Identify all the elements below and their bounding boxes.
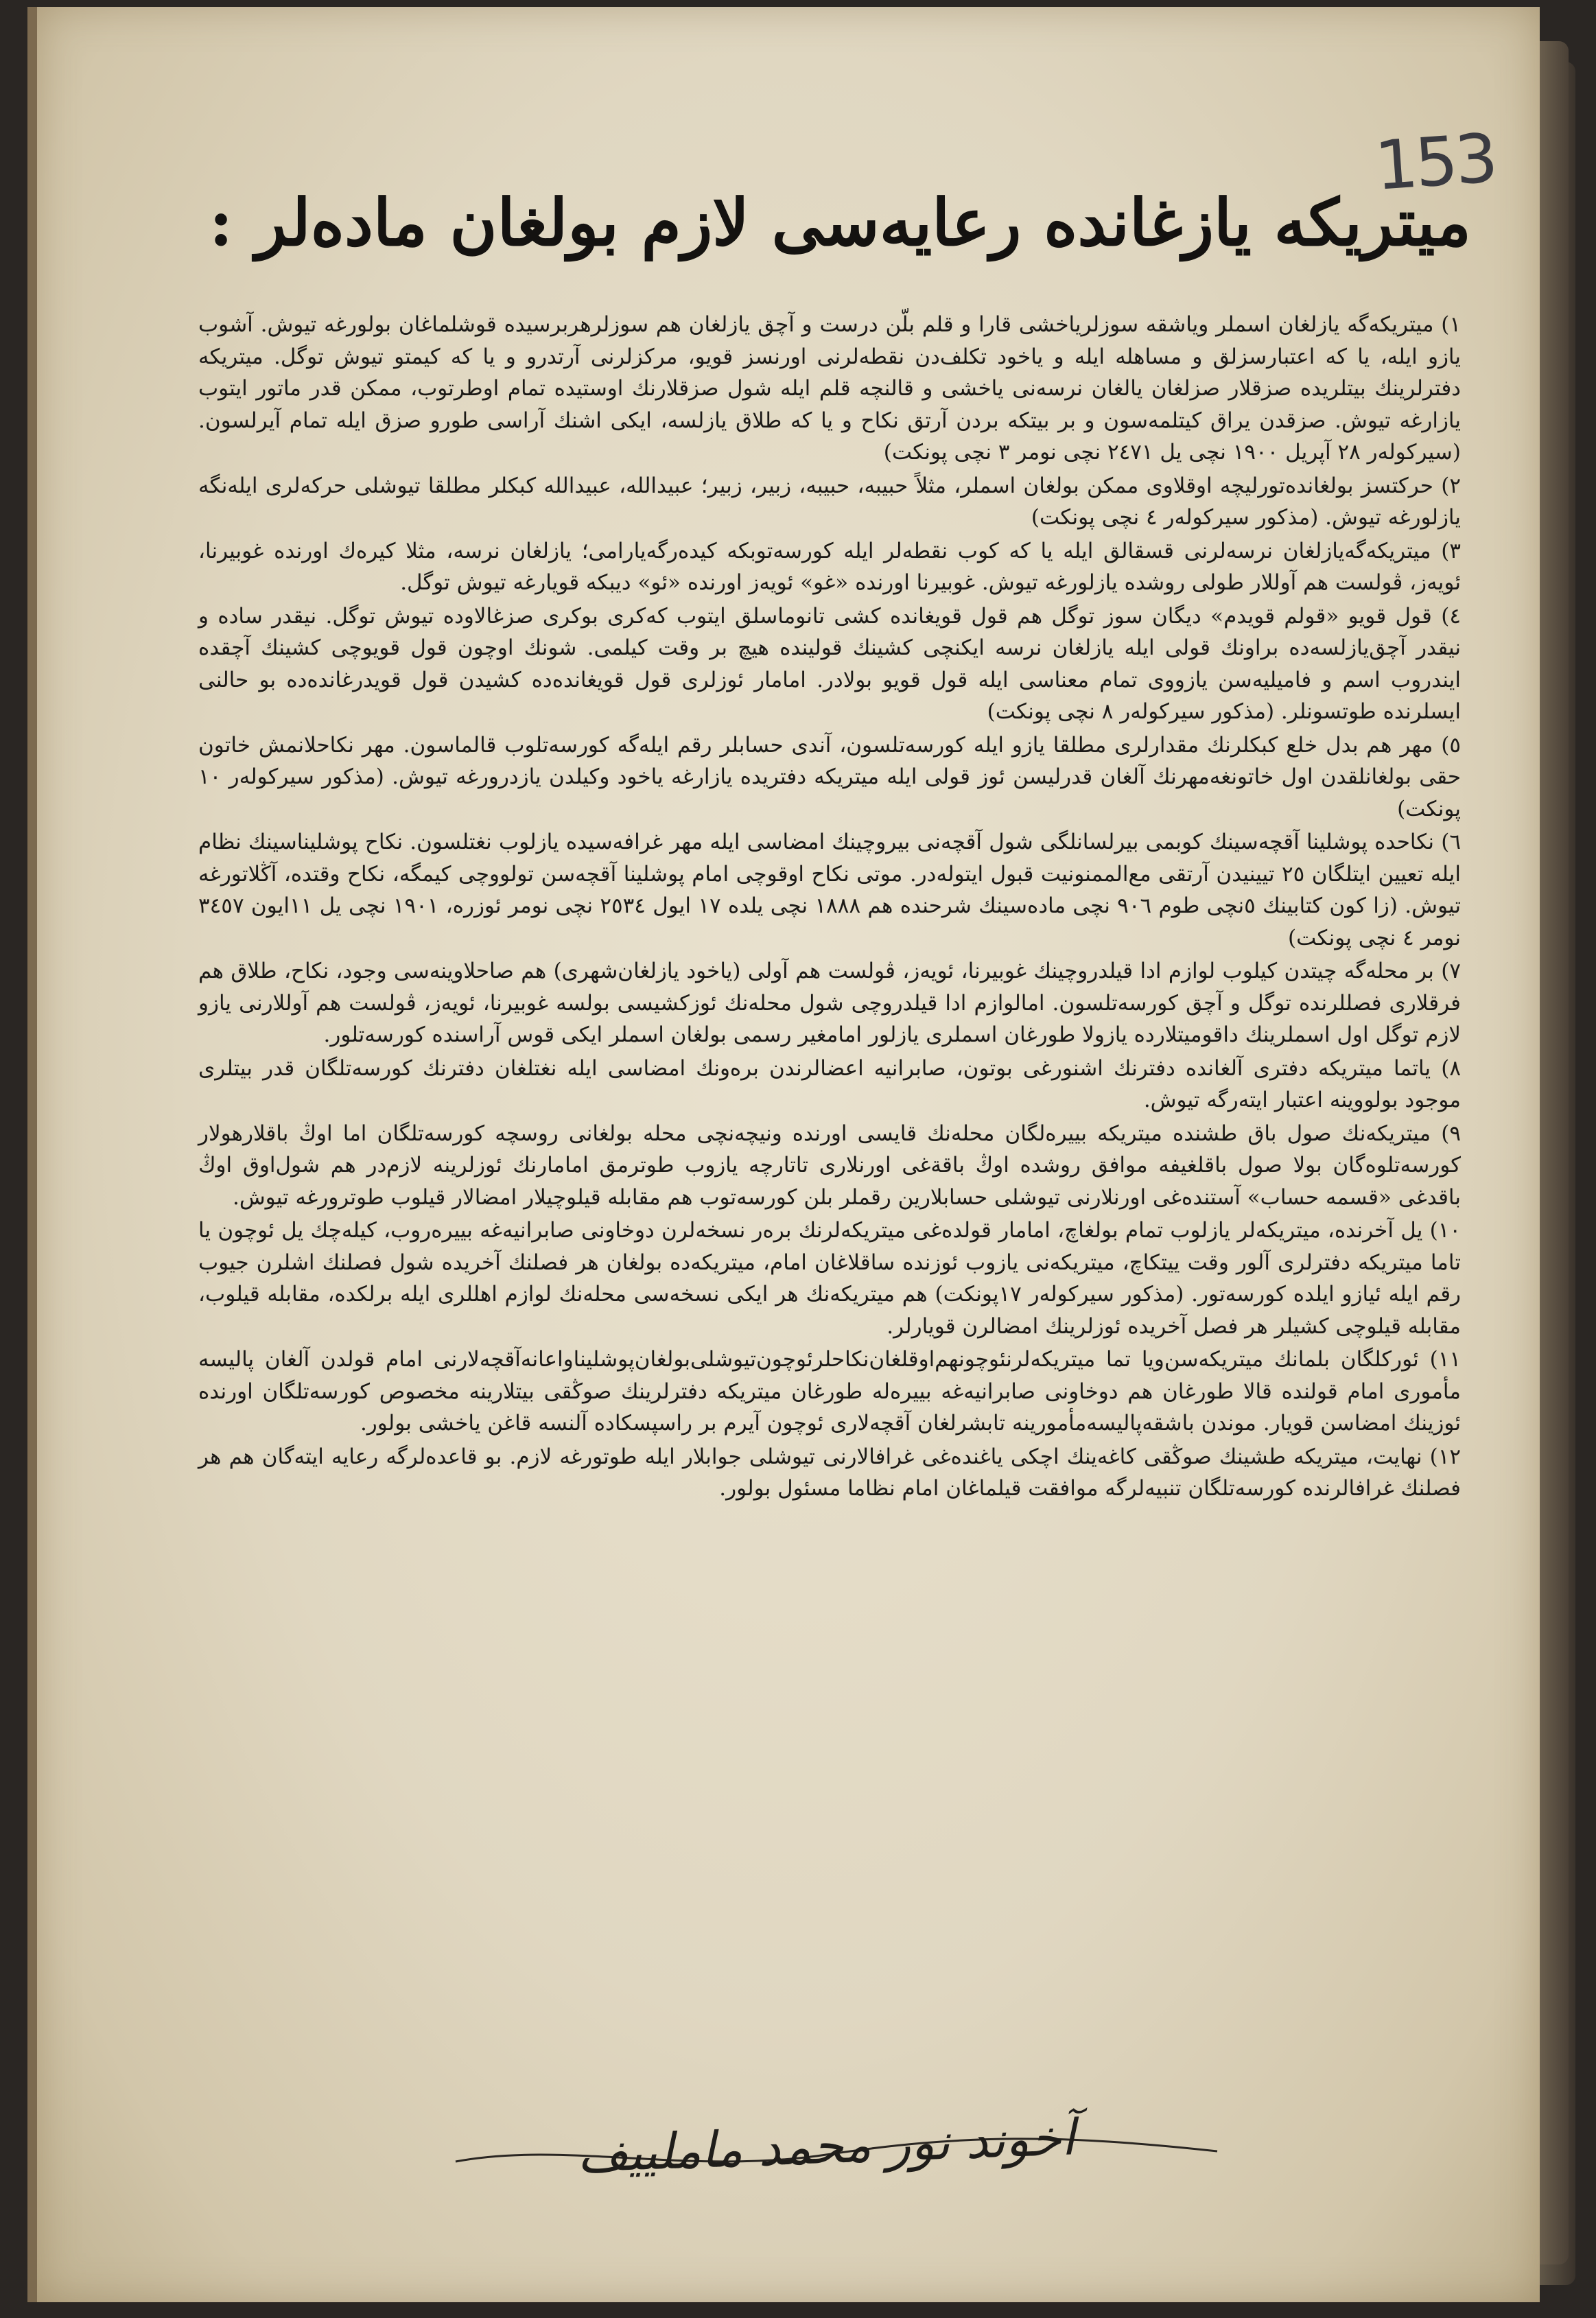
handwritten-signature: آخوند نور محمد ماملييف	[576, 2108, 1077, 2184]
paragraph-10: ١٠) يل آخرنده، ميتريكه‌لر يازلوب تمام بولغاچ، امامار قولده‌غى ميتريكه‌لرنك بره‌ر نسخه‌لرن دوخاونى صابرانيه‌غه بييره‌روب، كيله‌چك يل ئوچون يا تاما ميتريكه دفترلرى آلور وقت ييتكاچ، ميتريكه‌نى يازوب ئوزنده ساقلاغان امام، ميتريكه‌ده بولغان هر فصلنك آخريده شول فصلنك اشلرن جيوب رقم ايله ئيازو ايلده كورسه‌تور. (مذكور سيركوله‌ر ١٧پونكت) هم ميتريكه‌نك هر ايكى نسخه‌سى محله‌نك لوازم اهللرى ايله برلكده، مقابله قيلوب، مقابله قيلوچى كشيلر هر فصل آخريده ئوزلرينك امضالرن قويارلر.	[198, 1218, 1462, 1339]
document-page	[27, 7, 1540, 2302]
paragraph-7: ٧) بر محله‌گه چيتدن كيلوب لوازم ادا قيلدروچينك غوبيرنا، ئويه‌ز، ڤولست هم آولى (ياخود يازلغان‌شهرى) هم صاحلاوينه‌سى وجود، نكاح، طلاق هم فرقلارى فصللرنده توگل و آچق كورسه‌تلسون. امالوازم ادا قيلدروچى شول محله‌نك ئوزكشيسى بولسه غوبيرنا، ئويه‌ز، ڤولست هم آوللارنى يازو لازم توگل اول اسملرينك داقوميتلارده يازولا طورغان اسملرى يازلور امامغير رسمى بولغان اسملر ايكى قوس آراسنده كورسه‌تلور.	[198, 959, 1461, 1047]
paragraph-12: ١٢) نهايت، ميتريكه طشينك صوڭقى كاغه‌ينك اچكى ياغنده‌غى غرافالارنى تيوشلى جوابلار ايله طوتورغه لازم. بو قاعده‌لرگه رعايه ايته‌گان هم هر فصلنك غرافالرنده كورسه‌تلگان تنبيه‌لرگه موافقت قيلماغان امام نظاما مسئول بولور.	[198, 1444, 1461, 1501]
paragraph-5: ٥) مهر هم بدل خلع كبكلرنك مقدارلرى مطلقا يازو ايله كورسه‌تلسون، آندى حسابلر رقم ايله‌گه كورسه‌تلوب قالماسون. مهر نكاحلانمش خاتون حقى بولغانلقدن اول خاتونغه‌مهرنك آلغان قدرليسن ئوز قولى ايله ميتريكه دفتريده يازارغه ياخود وكيلدن يازدرورغه تيوش. (مذكور سيركوله‌ر ١٠ پونكت)	[198, 732, 1461, 821]
paragraph-9: ٩) ميتريكه‌نك صول باق طشنده ميتريكه بييره‌لگان محله‌نك قايسى اورنده ونيچه‌نچى محله بولغانى روسچه كورسه‌تلگان اما اوڭ باقلارهولار كورسه‌تلوه‌گان بولا صول باقلغيفه موافق روشده اوڭ باقةغى اورنلارى تاتارچه يازوب طوترمق امامارنك ئوزلرينه لازم‌در هم شول‌اوق اوڭ باقدغى «قسمه حساب» آستنده‌غى اورنلارنى تيوشلى حسابلارين رقملر بلن كورسه‌توب هم مقابله قيلوچيلار امضالار قيلوب طوترورغه تيوش.	[198, 1121, 1461, 1210]
paragraph-3: ٣) ميتريكه‌گه‌يازلغان نرسه‌لرنى قسقالق ايله يا كه كوب نقطه‌لر ايله كورسه‌توبكه كيده‌رگه‌يارامى؛ يازلغان نرسه، مثلا كيره‌ك اورنده غوبيرنا، ئويه‌ز، ڤولست هم آوللار طولى روشده يازلورغه تيوش. غوبيرنا اورنده «غو» ئويه‌ز اورنده «ئو» ديبكه قويارغه تيوش توگل.	[198, 538, 1461, 595]
paragraph-6: ٦) نكاحده پوشلينا آقچه‌سينك كوبمى بيرلسانلگى شول آقچه‌نى بيروچينك امضاسى ايله مهر غرافه‌سيده يازلوب نغتلسون. نكاح پوشلينا‌سينك نظام ايله تعيين ايتلگان ٢٥ تيينيدن آرتقى مع‌الممنونيت قبول ايتوله‌در. موتى نكاح اوقوچى امام پوشلينا آقچه‌سن تولووچى كيمگه، نكاح وقتده، آڭلاتورغه تيوش. (زا كون كتابينك ٥نچى طوم ٩٠٦ نچى ماده‌سينك شرحنده هم ١٨٨٨ نچى يلده ١٧ ايول ٢٥٣٤ نچى نومر ئوزره، ١٩٠١ نچى يل ١١ايون ٣٤٥٧ نومر ٤ نچى پونكت)	[198, 830, 1461, 950]
document-title: ميتريكه يازغانده رعايه‌سى لازم بولغان ماده‌لر :	[209, 185, 1471, 261]
paragraph-1: ١) ميتريكه‌گه يازلغان اسملر وياشقه سوزلرياخشى قارا و قلم بلّن درست و آچق يازلغان هم سوزلرهربرسيده قوشلماغان بولورغه تيوش. آشوب يازو ايله، يا كه اعتبارسزلق و مساهله ايله و ياخود تكلف‌دن نقطه‌لرنى اورنسز قويو، مركزلرنى آرتدرو و يا كه كيمتو تيوش توگل. ميتريكه دفترلرينك بيتلريده صزقلار صزلغان يالغان نرسه‌نى ياخشى و قالنچه قلم ايله شول صزقلارنك اوستيده تمام اوطرتوب، ممكن قدر ماتور ايتوب يازارغه تيوش. صزقدن يراق كيتلمه‌سون و بر بيتكه بردن آرتق نكاح و يا كه طلاق يازلسه، ايكى اشنك آراسى طورو صزق ايله تمام آيرلسون. (سيركوله‌ر ٢٨ آپريل ١٩٠٠ نچى يل ٢٤٧١ نچى نومر ٣ نچى پونكت)	[198, 312, 1461, 465]
paragraph-2: ٢) حركتسز بولغانده‌تورليچه اوقلاوى ممكن بولغان اسملر، مثلاً حبيبه، حبيبه، زبير، زبير؛ عبيدالله، عبيدالله كبكلر مطلقا تيوشلى حركه‌لرى ايله‌نگه يازلورغه تيوش. (مذكور سيركوله‌ر ٤ نچى پونكت)	[198, 473, 1461, 530]
handwritten-page-number: 153	[1372, 119, 1498, 206]
paragraph-4: ٤) قول قويو «قولم قويدم» ديگان سوز توگل هم قول قويغانده كشى تانوماسلق ايتوب كه‌كرى بوكرى صزغالاوده تيوش توگل. نيقدر ساده و نيقدر آچق‌يازلسه‌ده براونك قولى ايله يازلغان نرسه ايكنچى كشينك قولينده هيچ بر وقت كيلمى. شونك اوچون قول قويوچى كشينك آچقده ايندروب اسم و فاميليه‌سن يازووى تمام معناسى ايله قول قويو بولادر. امامار ئوزلرى قول قويغانده‌ده كشيدن قول قويدرغانده‌ده بو حالنى ايسلرنده طوتسونلر. (مذكور سيركوله‌ر ٨ نچى پونكت)	[198, 603, 1461, 724]
paragraph-8: ٨) ياتما ميتريكه دفترى آلغانده دفترنك اشنورغى بوتون، صابرانيه اعضالرندن بره‌ونك امضاسى ايله نغتلغان دفترنك كورسه‌تلگان قدر بيتلرى موجود بولووينه اعتبار ايته‌رگه تيوش.	[198, 1055, 1461, 1112]
document-body	[198, 309, 1461, 1505]
paragraph-11: ١١) ئوركلگان بلمانك ميتريكه‌سن‌ويا تما ميتريكه‌لرنئوچونهم‌اوقلغان‌نكاحلرئوچون‌تيوشلى‌بولغان‌پوشلينا‌واعانه‌آقچه‌لارنى امام قولدن آلغان پاليسه مأمورى امام قولنده قالا طورغان هم دوخاونى صابرانيه‌غه بييره‌له طورغان ميتريكه دفترلرينك صوڭقى بيتلارينه مخصوص كورسه‌تلگان اورنده ئوزينك امضاسن قويار. موندن باشقه‌پاليسه‌مأمورينه تابشرلغان آقچه‌لارى ئوچون آيرم بر راسپسکاده آلنسه قاغن ياخشى بولور.	[198, 1347, 1461, 1436]
